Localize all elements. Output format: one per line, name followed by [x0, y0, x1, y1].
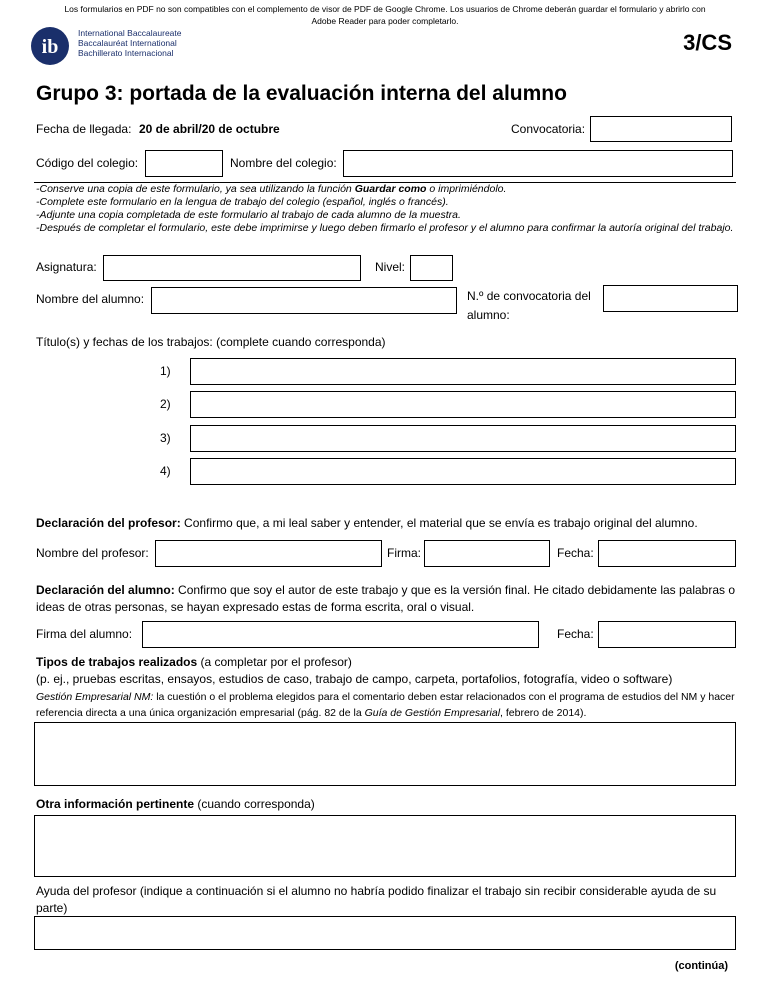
student-signature-label: Firma del alumno: [36, 627, 133, 641]
other-info-note: (cuando corresponda) [194, 797, 315, 811]
arrival-value: 20 de abril/20 de octubre [139, 122, 280, 136]
instructions [36, 183, 736, 235]
subject-field[interactable] [103, 255, 361, 281]
teacher-name-field[interactable] [155, 540, 382, 567]
business-note-guide: Guía de Gestión Empresarial [364, 707, 501, 719]
teacher-help-label: Ayuda del profesor (indique a continuación si el alumno no habría podido finalizar el trabajo sin recibir considerable ayuda de su parte) [36, 884, 717, 915]
business-note-subject: Gestión Empresarial NM: [36, 691, 154, 703]
student-date-field[interactable] [598, 621, 736, 648]
arrival-label: Fecha de llegada: [36, 122, 132, 136]
level-label: Nivel: [375, 260, 406, 274]
student-declaration [36, 582, 736, 616]
instruction-line-4: -Después de completar el formulario, este debe imprimirse y luego deben firmarlo el profesor y el alumno para confirmar la autoría original del trabajo. [36, 222, 734, 234]
logo-line: Bachillerato Internacional [78, 48, 174, 58]
teacher-date-field[interactable] [598, 540, 736, 567]
school-name-label: Nombre del colegio: [230, 156, 337, 170]
teacher-date-label: Fecha: [557, 546, 594, 560]
teacher-declaration-text: Confirmo que, a mi leal saber y entender, el material que se envía es trabajo original del alumno. [180, 516, 698, 530]
school-code-label: Código del colegio: [36, 156, 139, 170]
work-types-heading: Tipos de trabajos realizados [36, 655, 198, 669]
session-field[interactable] [590, 116, 732, 142]
title-number-2: 2) [160, 397, 171, 411]
other-info-heading: Otra información pertinente [36, 797, 195, 811]
work-types-examples: (p. ej., pruebas escritas, ensayos, estudios de caso, trabajo de campo, carpeta, portafolios, fotografía, video o software) [36, 672, 673, 686]
subject-label: Asignatura: [36, 260, 97, 274]
teacher-name-label: Nombre del profesor: [36, 546, 149, 560]
title-field-3[interactable] [190, 425, 736, 452]
chrome-notice: Los formularios en PDF no son compatibles con el complemento de visor de PDF de Google Chrome. Los usuarios de Chrome deberán guardar el formulario y abrirlo con Adobe Reader para poder completarlo. [64, 4, 706, 26]
ib-logo-icon [30, 26, 70, 66]
candidate-number-field[interactable] [603, 285, 738, 312]
title-field-4[interactable] [190, 458, 736, 485]
title-number-1: 1) [160, 364, 171, 378]
student-date-label: Fecha: [557, 627, 594, 641]
candidate-number-label [467, 287, 591, 325]
title-field-1[interactable] [190, 358, 736, 385]
continues-note: (continúa) [674, 960, 728, 972]
other-info-field[interactable] [34, 815, 736, 877]
teacher-declaration [36, 516, 698, 530]
student-name-field[interactable] [151, 287, 457, 314]
title-number-3: 3) [160, 431, 171, 445]
candidate-number-label-line: alumno: [467, 308, 510, 322]
work-types-heading-note: (a completar por el profesor) [197, 655, 352, 669]
business-note [36, 689, 736, 721]
work-types-heading-line [36, 654, 736, 671]
logo-mark-text: ib [41, 36, 59, 58]
titles-label: Título(s) y fechas de los trabajos: (complete cuando corresponda) [36, 335, 386, 349]
page-title: Grupo 3: portada de la evaluación interna del alumno [36, 82, 567, 105]
school-code-field[interactable] [145, 150, 223, 177]
work-types-field[interactable] [34, 722, 736, 786]
teacher-signature-label: Firma: [387, 546, 421, 560]
instruction-line-3: -Adjunte una copia completada de este formulario al trabajo de cada alumno de la muestra. [36, 209, 461, 221]
business-note-text: la cuestión o el problema elegidos para el comentario deben estar relacionados con el programa de estudios del NM y hacer referencia directa a una única organización empresarial (pág. 82 de la [36, 691, 735, 719]
student-declaration-text: Confirmo que soy el autor de este trabajo y que es la versión final. He citado debidamente las palabras o ideas de otras personas, se hayan expresado estas de forma escrita, oral o visual. [36, 583, 736, 614]
level-field[interactable] [410, 255, 453, 281]
title-number-4: 4) [160, 464, 171, 478]
student-signature-field[interactable] [142, 621, 539, 648]
logo-line: Baccalauréat International [78, 38, 177, 48]
ib-logo-text [78, 28, 182, 58]
form-code: 3/CS [683, 30, 732, 55]
instruction-line-2: -Complete este formulario en la lengua de trabajo del colegio (español, inglés o francés). [36, 196, 449, 208]
other-info [36, 797, 315, 811]
teacher-signature-field[interactable] [424, 540, 550, 567]
school-name-field[interactable] [343, 150, 733, 177]
business-note-end: , febrero de 2014). [500, 707, 587, 719]
student-declaration-heading: Declaración del alumno: [36, 583, 175, 597]
instruction-line-1: -Conserve una copia de este formulario, ya sea utilizando la función Guardar como o imprimiéndolo. [36, 183, 507, 195]
session-label: Convocatoria: [511, 122, 586, 136]
student-name-label: Nombre del alumno: [36, 292, 145, 306]
logo-line: International Baccalaureate [78, 28, 182, 38]
work-types [36, 654, 736, 688]
candidate-number-label-line: N.º de convocatoria del [467, 289, 591, 303]
teacher-declaration-heading: Declaración del profesor: [36, 516, 181, 530]
title-field-2[interactable] [190, 391, 736, 418]
teacher-help-field[interactable] [34, 916, 736, 950]
